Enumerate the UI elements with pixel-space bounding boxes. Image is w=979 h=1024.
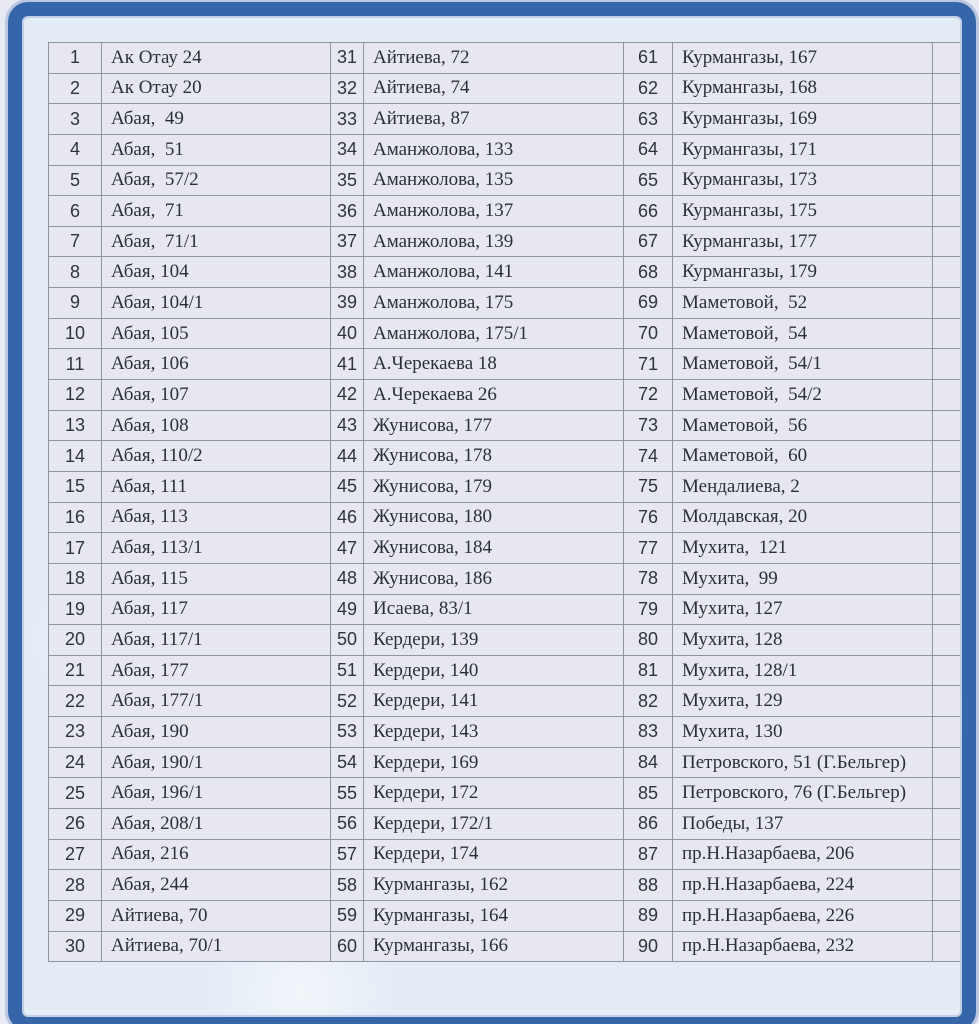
address-cell: Аманжолова, 135 <box>364 165 624 196</box>
row-number-cell: 25 <box>49 778 102 809</box>
row-number-cell: 48 <box>331 563 364 594</box>
address-cell: Абая, 106 <box>102 349 331 380</box>
address-cell: Абая, 208/1 <box>102 809 331 840</box>
row-number-cell: 62 <box>624 73 673 104</box>
table-row <box>49 441 961 472</box>
row-number-cell: 51 <box>331 655 364 686</box>
table-row <box>49 226 961 257</box>
address-cell: Абая, 177 <box>102 655 331 686</box>
table-row <box>49 778 961 809</box>
address-cell: Курмангазы, 173 <box>673 165 933 196</box>
address-cell: Победы, 137 <box>673 809 933 840</box>
row-number-cell: 38 <box>331 257 364 288</box>
address-cell: Мухита, 130 <box>673 717 933 748</box>
address-cell: Абая, 113 <box>102 502 331 533</box>
row-number-cell: 18 <box>49 563 102 594</box>
address-cell: Айтиева, 72 <box>364 43 624 74</box>
row-number-cell: 44 <box>331 441 364 472</box>
clipped-edge-cell <box>933 655 961 686</box>
clipped-edge-cell <box>933 134 961 165</box>
row-number-cell: 10 <box>49 318 102 349</box>
address-cell: Исаева, 83/1 <box>364 594 624 625</box>
address-cell: Кердери, 141 <box>364 686 624 717</box>
table-row <box>49 196 961 227</box>
row-number-cell: 81 <box>624 655 673 686</box>
address-cell: пр.Н.Назарбаева, 232 <box>673 931 933 962</box>
address-cell: Аманжолова, 139 <box>364 226 624 257</box>
row-number-cell: 3 <box>49 104 102 135</box>
row-number-cell: 4 <box>49 134 102 165</box>
row-number-cell: 90 <box>624 931 673 962</box>
table-row <box>49 104 961 135</box>
clipped-edge-cell <box>933 349 961 380</box>
address-cell: А.Черекаева 18 <box>364 349 624 380</box>
row-number-cell: 16 <box>49 502 102 533</box>
clipped-edge-cell <box>933 931 961 962</box>
address-cell: Аманжолова, 175/1 <box>364 318 624 349</box>
address-cell: Кердери, 143 <box>364 717 624 748</box>
row-number-cell: 22 <box>49 686 102 717</box>
table-row <box>49 655 961 686</box>
row-number-cell: 72 <box>624 380 673 411</box>
address-cell: Курмангазы, 164 <box>364 900 624 931</box>
address-cell: Ак Отау 24 <box>102 43 331 74</box>
table-row <box>49 931 961 962</box>
clipped-edge-cell <box>933 839 961 870</box>
table-clip-region <box>48 42 960 993</box>
address-cell: Курмангазы, 177 <box>673 226 933 257</box>
row-number-cell: 85 <box>624 778 673 809</box>
address-cell: Жунисова, 186 <box>364 563 624 594</box>
table-row <box>49 471 961 502</box>
address-cell: пр.Н.Назарбаева, 224 <box>673 870 933 901</box>
row-number-cell: 12 <box>49 380 102 411</box>
address-cell: Айтиева, 70 <box>102 900 331 931</box>
clipped-edge-cell <box>933 318 961 349</box>
table-row <box>49 349 961 380</box>
address-cell: Абая, 117/1 <box>102 625 331 656</box>
address-cell: Мухита, 121 <box>673 533 933 564</box>
clipped-edge-cell <box>933 226 961 257</box>
clipped-edge-cell <box>933 717 961 748</box>
clipped-edge-cell <box>933 625 961 656</box>
table-row <box>49 625 961 656</box>
address-cell: Абая, 177/1 <box>102 686 331 717</box>
row-number-cell: 73 <box>624 410 673 441</box>
address-cell: Маметовой, 52 <box>673 288 933 319</box>
table-row <box>49 686 961 717</box>
row-number-cell: 66 <box>624 196 673 227</box>
row-number-cell: 50 <box>331 625 364 656</box>
row-number-cell: 14 <box>49 441 102 472</box>
clipped-edge-cell <box>933 900 961 931</box>
address-cell: Абая, 244 <box>102 870 331 901</box>
row-number-cell: 23 <box>49 717 102 748</box>
clipped-edge-cell <box>933 870 961 901</box>
row-number-cell: 64 <box>624 134 673 165</box>
address-table-body <box>49 43 961 962</box>
address-cell: Абая, 107 <box>102 380 331 411</box>
row-number-cell: 77 <box>624 533 673 564</box>
table-row <box>49 563 961 594</box>
clipped-edge-cell <box>933 502 961 533</box>
row-number-cell: 67 <box>624 226 673 257</box>
address-cell: Жунисова, 180 <box>364 502 624 533</box>
row-number-cell: 82 <box>624 686 673 717</box>
row-number-cell: 39 <box>331 288 364 319</box>
address-cell: Петровского, 76 (Г.Бельгер) <box>673 778 933 809</box>
row-number-cell: 31 <box>331 43 364 74</box>
row-number-cell: 35 <box>331 165 364 196</box>
table-row <box>49 257 961 288</box>
address-cell: Петровского, 51 (Г.Бельгер) <box>673 747 933 778</box>
table-row <box>49 165 961 196</box>
address-cell: Маметовой, 56 <box>673 410 933 441</box>
address-cell: пр.Н.Назарбаева, 226 <box>673 900 933 931</box>
address-cell: Абая, 108 <box>102 410 331 441</box>
address-cell: Мухита, 128/1 <box>673 655 933 686</box>
row-number-cell: 42 <box>331 380 364 411</box>
row-number-cell: 24 <box>49 747 102 778</box>
address-cell: Абая, 190 <box>102 717 331 748</box>
row-number-cell: 61 <box>624 43 673 74</box>
address-cell: Абая, 111 <box>102 471 331 502</box>
row-number-cell: 7 <box>49 226 102 257</box>
address-cell: Жунисова, 179 <box>364 471 624 502</box>
row-number-cell: 58 <box>331 870 364 901</box>
address-cell: Маметовой, 54/1 <box>673 349 933 380</box>
row-number-cell: 87 <box>624 839 673 870</box>
address-cell: Абая, 71/1 <box>102 226 331 257</box>
clipped-edge-cell <box>933 594 961 625</box>
table-row <box>49 900 961 931</box>
address-cell: Курмангазы, 169 <box>673 104 933 135</box>
row-number-cell: 36 <box>331 196 364 227</box>
table-row <box>49 410 961 441</box>
clipped-edge-cell <box>933 563 961 594</box>
row-number-cell: 79 <box>624 594 673 625</box>
row-number-cell: 27 <box>49 839 102 870</box>
address-cell: Абая, 105 <box>102 318 331 349</box>
address-cell: Курмангазы, 166 <box>364 931 624 962</box>
address-cell: Кердери, 139 <box>364 625 624 656</box>
address-cell: Курмангазы, 168 <box>673 73 933 104</box>
address-cell: Жунисова, 178 <box>364 441 624 472</box>
row-number-cell: 8 <box>49 257 102 288</box>
address-cell: Маметовой, 54/2 <box>673 380 933 411</box>
row-number-cell: 45 <box>331 471 364 502</box>
row-number-cell: 20 <box>49 625 102 656</box>
row-number-cell: 30 <box>49 931 102 962</box>
address-cell: А.Черекаева 26 <box>364 380 624 411</box>
table-row <box>49 318 961 349</box>
clipped-edge-cell <box>933 43 961 74</box>
table-row <box>49 73 961 104</box>
row-number-cell: 57 <box>331 839 364 870</box>
row-number-cell: 59 <box>331 900 364 931</box>
clipped-edge-cell <box>933 778 961 809</box>
row-number-cell: 55 <box>331 778 364 809</box>
clipped-edge-cell <box>933 441 961 472</box>
address-cell: Кердери, 140 <box>364 655 624 686</box>
address-cell: Аманжолова, 133 <box>364 134 624 165</box>
row-number-cell: 34 <box>331 134 364 165</box>
row-number-cell: 13 <box>49 410 102 441</box>
address-cell: Абая, 104/1 <box>102 288 331 319</box>
clipped-edge-cell <box>933 410 961 441</box>
address-cell: Мухита, 127 <box>673 594 933 625</box>
address-cell: Абая, 196/1 <box>102 778 331 809</box>
table-row <box>49 594 961 625</box>
address-cell: Аманжолова, 141 <box>364 257 624 288</box>
row-number-cell: 33 <box>331 104 364 135</box>
address-cell: Айтиева, 87 <box>364 104 624 135</box>
address-cell: Аманжолова, 175 <box>364 288 624 319</box>
row-number-cell: 21 <box>49 655 102 686</box>
row-number-cell: 49 <box>331 594 364 625</box>
address-cell: Маметовой, 54 <box>673 318 933 349</box>
row-number-cell: 6 <box>49 196 102 227</box>
table-row <box>49 288 961 319</box>
table-row <box>49 870 961 901</box>
row-number-cell: 60 <box>331 931 364 962</box>
address-cell: Курмангазы, 167 <box>673 43 933 74</box>
clipped-edge-cell <box>933 73 961 104</box>
row-number-cell: 89 <box>624 900 673 931</box>
row-number-cell: 78 <box>624 563 673 594</box>
address-cell: Кердери, 174 <box>364 839 624 870</box>
address-cell: Кердери, 172 <box>364 778 624 809</box>
row-number-cell: 11 <box>49 349 102 380</box>
row-number-cell: 1 <box>49 43 102 74</box>
address-cell: Курмангазы, 179 <box>673 257 933 288</box>
clipped-edge-cell <box>933 747 961 778</box>
address-cell: Маметовой, 60 <box>673 441 933 472</box>
row-number-cell: 28 <box>49 870 102 901</box>
row-number-cell: 84 <box>624 747 673 778</box>
row-number-cell: 43 <box>331 410 364 441</box>
row-number-cell: 68 <box>624 257 673 288</box>
row-number-cell: 2 <box>49 73 102 104</box>
row-number-cell: 86 <box>624 809 673 840</box>
table-row <box>49 809 961 840</box>
address-cell: Мухита, 128 <box>673 625 933 656</box>
row-number-cell: 29 <box>49 900 102 931</box>
address-cell: Абая, 57/2 <box>102 165 331 196</box>
address-cell: Жунисова, 177 <box>364 410 624 441</box>
clipped-edge-cell <box>933 288 961 319</box>
row-number-cell: 15 <box>49 471 102 502</box>
address-cell: Ак Отау 20 <box>102 73 331 104</box>
row-number-cell: 41 <box>331 349 364 380</box>
row-number-cell: 26 <box>49 809 102 840</box>
clipped-edge-cell <box>933 533 961 564</box>
address-cell: Абая, 115 <box>102 563 331 594</box>
address-cell: Мухита, 129 <box>673 686 933 717</box>
address-cell: Абая, 110/2 <box>102 441 331 472</box>
table-row <box>49 43 961 74</box>
address-cell: Абая, 51 <box>102 134 331 165</box>
address-cell: Айтиева, 70/1 <box>102 931 331 962</box>
row-number-cell: 53 <box>331 717 364 748</box>
table-row <box>49 502 961 533</box>
table-row <box>49 717 961 748</box>
address-cell: Абая, 113/1 <box>102 533 331 564</box>
clipped-edge-cell <box>933 257 961 288</box>
row-number-cell: 71 <box>624 349 673 380</box>
address-cell: Абая, 71 <box>102 196 331 227</box>
address-cell: Мендалиева, 2 <box>673 471 933 502</box>
row-number-cell: 37 <box>331 226 364 257</box>
row-number-cell: 9 <box>49 288 102 319</box>
address-cell: Курмангазы, 175 <box>673 196 933 227</box>
table-row <box>49 839 961 870</box>
address-cell: Абая, 49 <box>102 104 331 135</box>
address-cell: Абая, 190/1 <box>102 747 331 778</box>
clipped-edge-cell <box>933 809 961 840</box>
row-number-cell: 69 <box>624 288 673 319</box>
table-row <box>49 747 961 778</box>
address-cell: Кердери, 169 <box>364 747 624 778</box>
row-number-cell: 52 <box>331 686 364 717</box>
row-number-cell: 80 <box>624 625 673 656</box>
row-number-cell: 32 <box>331 73 364 104</box>
clipped-edge-cell <box>933 380 961 411</box>
clipped-edge-cell <box>933 165 961 196</box>
address-cell: Абая, 104 <box>102 257 331 288</box>
row-number-cell: 63 <box>624 104 673 135</box>
address-cell: Абая, 117 <box>102 594 331 625</box>
clipped-edge-cell <box>933 196 961 227</box>
clipped-edge-cell <box>933 471 961 502</box>
clipped-edge-cell <box>933 686 961 717</box>
address-cell: Молдавская, 20 <box>673 502 933 533</box>
row-number-cell: 88 <box>624 870 673 901</box>
table-row <box>49 134 961 165</box>
row-number-cell: 5 <box>49 165 102 196</box>
row-number-cell: 56 <box>331 809 364 840</box>
table-row <box>49 533 961 564</box>
row-number-cell: 19 <box>49 594 102 625</box>
address-cell: Айтиева, 74 <box>364 73 624 104</box>
address-cell: Жунисова, 184 <box>364 533 624 564</box>
row-number-cell: 76 <box>624 502 673 533</box>
row-number-cell: 83 <box>624 717 673 748</box>
row-number-cell: 47 <box>331 533 364 564</box>
row-number-cell: 74 <box>624 441 673 472</box>
row-number-cell: 17 <box>49 533 102 564</box>
row-number-cell: 70 <box>624 318 673 349</box>
clipped-edge-cell <box>933 104 961 135</box>
address-cell: Абая, 216 <box>102 839 331 870</box>
table-row <box>49 380 961 411</box>
address-cell: Мухита, 99 <box>673 563 933 594</box>
row-number-cell: 65 <box>624 165 673 196</box>
address-cell: Аманжолова, 137 <box>364 196 624 227</box>
row-number-cell: 75 <box>624 471 673 502</box>
address-cell: Курмангазы, 171 <box>673 134 933 165</box>
address-cell: Кердери, 172/1 <box>364 809 624 840</box>
address-cell: Курмангазы, 162 <box>364 870 624 901</box>
row-number-cell: 40 <box>331 318 364 349</box>
row-number-cell: 46 <box>331 502 364 533</box>
address-cell: пр.Н.Назарбаева, 206 <box>673 839 933 870</box>
address-table <box>48 42 960 962</box>
row-number-cell: 54 <box>331 747 364 778</box>
